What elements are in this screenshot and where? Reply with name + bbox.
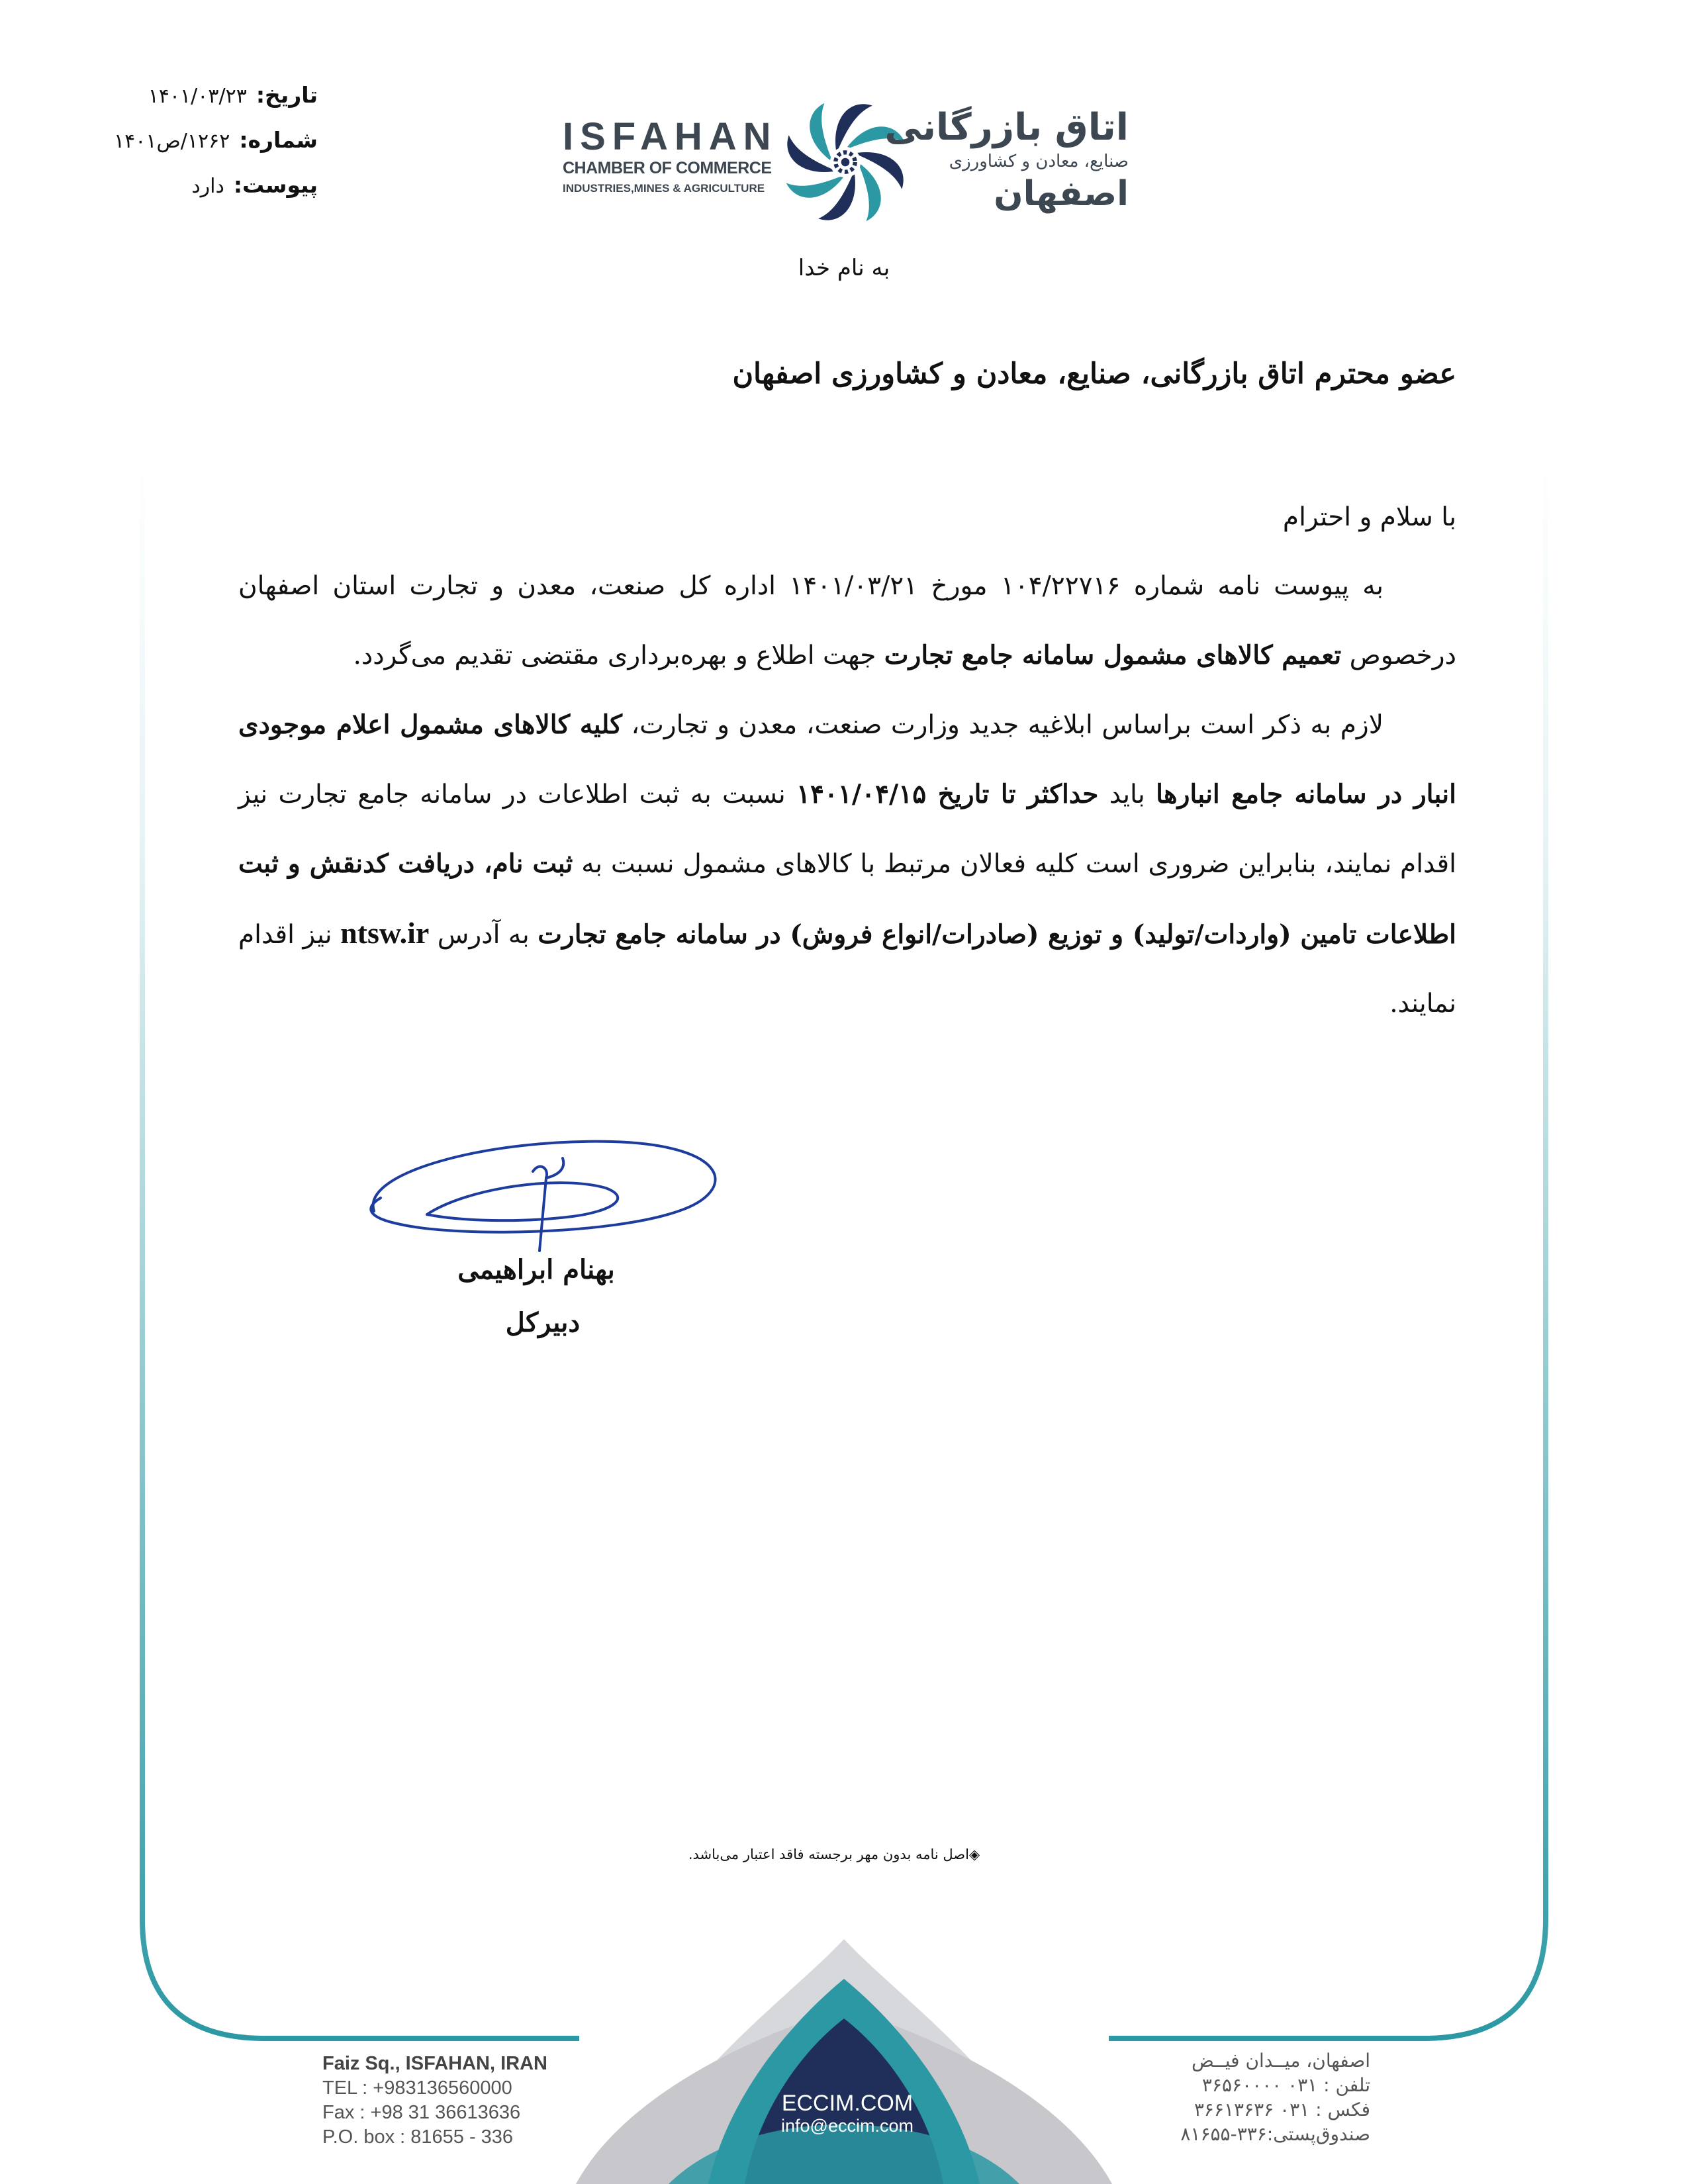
paragraph-1 bbox=[238, 552, 1456, 690]
p2-text-1: لازم به ذکر است براساس ابلاغیه جدید وزارت صنعت، معدن و تجارت، bbox=[622, 710, 1383, 740]
p2-text-4: به آدرس bbox=[429, 920, 538, 950]
attachment-label: پیوست: bbox=[233, 172, 318, 198]
footer-tel-en: TEL : +983136560000 bbox=[322, 2077, 512, 2099]
attachment-value: دارد bbox=[191, 175, 224, 198]
website-link[interactable]: ECCIM.COM bbox=[781, 2091, 914, 2116]
logo-fa-line3: اصفهان bbox=[994, 174, 1129, 214]
date-value: ۱۴۰۱/۰۳/۲۳ bbox=[148, 85, 247, 108]
ntsw-link[interactable]: ntsw.ir bbox=[340, 916, 430, 950]
p2-text-5: نیز اقدام نمایند. bbox=[238, 920, 1456, 1019]
logo-en-name: ISFAHAN bbox=[563, 115, 778, 158]
footer-emblem-icon bbox=[576, 1939, 1112, 2184]
p1-bold-1: تعمیم کالاهای مشمول سامانه جامع تجارت bbox=[884, 640, 1342, 670]
p2-text-2: باید bbox=[1098, 780, 1156, 809]
p1-text-1: به پیوست نامه شماره ۱۰۴/۲۲۷۱۶ مورخ ۱۴۰۱/۰۳/۲۱ اداره کل صنعت، معدن و تجارت استان اصفهان درخصوص bbox=[238, 571, 1456, 670]
signatory-title: دبیرکل bbox=[505, 1307, 581, 1338]
seal-note: ◈اصل نامه بدون مهر برجسته فاقد اعتبار می‌باشد. bbox=[688, 1846, 980, 1862]
letter-body bbox=[238, 483, 1456, 1038]
p1-text-2: جهت اطلاع و بهره‌برداری مقتضی تقدیم می‌گردد. bbox=[353, 641, 884, 670]
footer-address-fa: اصفهان، میــدان فیــض bbox=[1192, 2050, 1370, 2071]
p2-text-3: نسبت به ثبت اطلاعات در سامانه جامع تجارت نیز اقدام نمایند، بنابراین ضروری است کلیه فعالان مرتبط با کالاهای مشمول نسبت به bbox=[238, 780, 1456, 879]
letter-meta bbox=[93, 73, 318, 208]
logo-fa-line2: صنایع، معادن و کشاورزی bbox=[949, 152, 1129, 171]
p2-bold-3: ثبت نام، دریافت کدنقش و ثبت اطلاعات تامین (واردات/تولید) و توزیع (صادرات/انواع فروش) در سامانه جامع تجارت bbox=[238, 848, 1456, 950]
footer-contact-en bbox=[322, 2052, 587, 2150]
footer-contact-fa bbox=[1125, 2048, 1370, 2146]
footer-site bbox=[715, 2091, 980, 2136]
date-label: تاریخ: bbox=[256, 82, 318, 108]
email-link[interactable]: info@eccim.com bbox=[781, 2116, 914, 2136]
footer-address-en: Faiz Sq., ISFAHAN, IRAN bbox=[322, 2053, 547, 2074]
paragraph-2 bbox=[238, 690, 1456, 1038]
footer-tel-fa: تلفن : ۰۳۱ ۳۶۵۶۰۰۰۰ bbox=[1201, 2074, 1370, 2096]
footer-pobox-fa: صندوق‌پستی:۳۳۶-۸۱۶۵۵ bbox=[1180, 2123, 1370, 2145]
footer-fax-en: Fax : +98 31 36613636 bbox=[322, 2102, 521, 2123]
footer-pobox-en: P.O. box : 81655 - 336 bbox=[322, 2126, 514, 2148]
number-value: ۱۲۶۲/ص۱۴۰۱ bbox=[114, 130, 230, 153]
logo-en-line3: INDUSTRIES,MINES & AGRICULTURE bbox=[563, 182, 765, 195]
p2-bold-1: کلیه کالاهای مشمول اعلام موجودی انبار در سامانه جامع انبارها bbox=[238, 709, 1456, 809]
greeting: با سلام و احترام bbox=[1282, 502, 1456, 532]
basmala: به نام خدا bbox=[798, 255, 890, 281]
logo-en-line2: CHAMBER OF COMMERCE bbox=[563, 159, 772, 177]
signatory-name: بهنام ابراهیمی bbox=[457, 1254, 615, 1285]
logo-persian bbox=[884, 106, 1129, 214]
p2-bold-2: حداکثر تا تاریخ ۱۴۰۱/۰۴/۱۵ bbox=[796, 779, 1099, 809]
footer-fax-fa: فکس : ۰۳۱ ۳۶۶۱۳۶۳۶ bbox=[1194, 2099, 1370, 2120]
logo-english bbox=[563, 115, 778, 195]
signature-icon bbox=[361, 1112, 751, 1264]
number-label: شماره: bbox=[239, 127, 318, 153]
recipient: عضو محترم اتاق بازرگانی، صنایع، معادن و کشاورزی اصفهان bbox=[732, 357, 1456, 390]
logo-fa-line1: اتاق بازرگانی bbox=[884, 106, 1129, 149]
